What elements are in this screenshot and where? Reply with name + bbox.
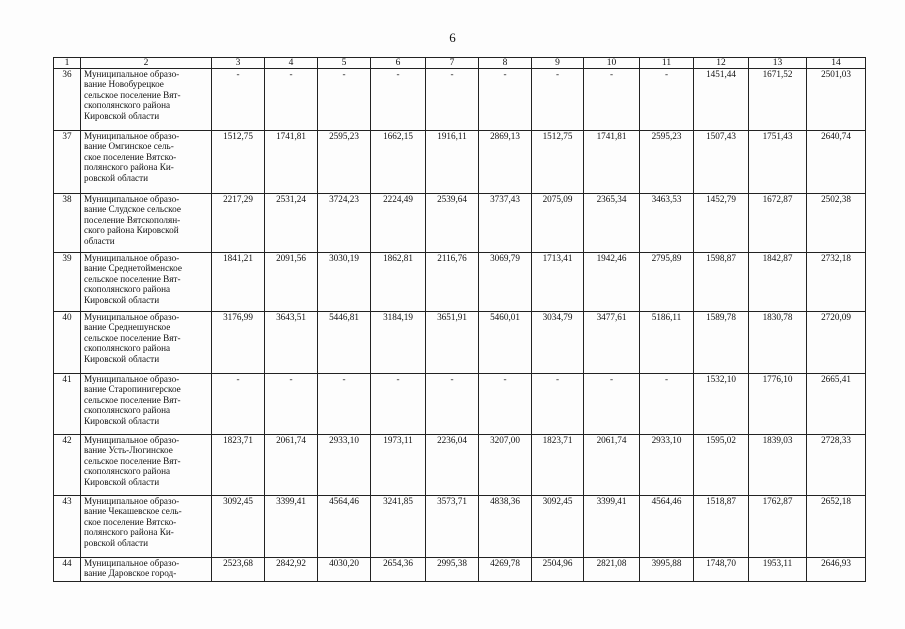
column-header: 1 xyxy=(54,58,81,69)
municipality-name xyxy=(81,558,212,582)
value-cell: 2501,03 xyxy=(807,69,866,131)
name-line: Кировской области xyxy=(84,353,160,364)
name-line: скополянского района xyxy=(84,466,171,477)
municipality-name xyxy=(81,435,212,496)
name-line: Кировской области xyxy=(84,476,160,487)
value-cell: 1741,81 xyxy=(584,131,640,194)
value-cell: 2539,64 xyxy=(426,194,479,253)
column-header: 2 xyxy=(81,58,212,69)
column-header: 11 xyxy=(640,58,694,69)
value-cell: 1830,78 xyxy=(749,312,807,374)
value-cell: 1672,87 xyxy=(749,194,807,253)
value-cell: - xyxy=(640,69,694,131)
value-cell: 2665,41 xyxy=(807,374,866,435)
value-cell: 2732,18 xyxy=(807,253,866,312)
column-header: 5 xyxy=(318,58,371,69)
value-cell: - xyxy=(371,374,426,435)
value-cell: 1713,41 xyxy=(532,253,584,312)
value-cell: - xyxy=(479,69,532,131)
value-cell: 5186,11 xyxy=(640,312,694,374)
column-header: 6 xyxy=(371,58,426,69)
name-line: ровской области xyxy=(84,172,149,183)
value-cell: 1751,43 xyxy=(749,131,807,194)
value-cell: - xyxy=(265,374,318,435)
value-cell: - xyxy=(584,374,640,435)
value-cell: 2595,23 xyxy=(640,131,694,194)
value-cell: - xyxy=(371,69,426,131)
value-cell: - xyxy=(584,69,640,131)
value-cell: 3069,79 xyxy=(479,253,532,312)
name-line: сельское поселение Вят- xyxy=(84,394,181,405)
name-line: Муниципальное образо- xyxy=(84,69,180,79)
table-row xyxy=(54,435,866,496)
value-cell: 3030,19 xyxy=(318,253,371,312)
name-line: скополянского района xyxy=(84,100,171,111)
name-line: ское поселение Вятско- xyxy=(84,516,177,527)
value-cell: 2523,68 xyxy=(212,558,265,582)
value-cell: 1518,87 xyxy=(694,496,749,558)
row-number: 43 xyxy=(54,496,81,558)
value-cell: 1595,02 xyxy=(694,435,749,496)
value-cell: 1452,79 xyxy=(694,194,749,253)
value-cell: 3184,19 xyxy=(371,312,426,374)
value-cell: 1512,75 xyxy=(212,131,265,194)
value-cell: 3207,00 xyxy=(479,435,532,496)
name-line: Муниципальное образо- xyxy=(84,435,180,445)
value-cell: 2224,49 xyxy=(371,194,426,253)
value-cell: 2116,76 xyxy=(426,253,479,312)
value-cell: 2217,29 xyxy=(212,194,265,253)
name-line: скополянского района xyxy=(84,405,171,416)
column-header: 13 xyxy=(749,58,807,69)
value-cell: 2061,74 xyxy=(265,435,318,496)
value-cell: 5446,81 xyxy=(318,312,371,374)
name-line: вание Среднетойменское xyxy=(84,263,182,274)
column-header: 12 xyxy=(694,58,749,69)
table-row xyxy=(54,194,866,253)
value-cell: 2091,56 xyxy=(265,253,318,312)
value-cell: 5460,01 xyxy=(479,312,532,374)
column-header: 8 xyxy=(479,58,532,69)
value-cell: 1839,03 xyxy=(749,435,807,496)
value-cell: 2933,10 xyxy=(640,435,694,496)
value-cell: 1973,11 xyxy=(371,435,426,496)
header-row xyxy=(54,58,866,69)
value-cell: 1507,43 xyxy=(694,131,749,194)
value-cell: - xyxy=(426,374,479,435)
table-row xyxy=(54,558,866,582)
value-cell: 3034,79 xyxy=(532,312,584,374)
value-cell: 1532,10 xyxy=(694,374,749,435)
value-cell: 3092,45 xyxy=(212,496,265,558)
value-cell: 3995,88 xyxy=(640,558,694,582)
value-cell: 1762,87 xyxy=(749,496,807,558)
value-cell: 2646,93 xyxy=(807,558,866,582)
name-line: вание Слудское сельское xyxy=(84,204,181,215)
value-cell: 1953,11 xyxy=(749,558,807,582)
value-cell: 2933,10 xyxy=(318,435,371,496)
value-cell: 3399,41 xyxy=(584,496,640,558)
value-cell: 3737,43 xyxy=(479,194,532,253)
name-line: Кировской области xyxy=(84,415,160,426)
table-row xyxy=(54,496,866,558)
name-line: Кировской области xyxy=(84,110,160,121)
name-line: Муниципальное образо- xyxy=(84,312,180,322)
column-header: 9 xyxy=(532,58,584,69)
name-line: ского района Кировской xyxy=(84,225,179,236)
value-cell: 1662,15 xyxy=(371,131,426,194)
name-line: сельское поселение Вят- xyxy=(84,89,181,100)
name-line: скополянского района xyxy=(84,284,171,295)
name-line: скополянского района xyxy=(84,343,171,354)
value-cell: 4564,46 xyxy=(640,496,694,558)
value-cell: 1823,71 xyxy=(532,435,584,496)
value-cell: 2061,74 xyxy=(584,435,640,496)
value-cell: 4269,78 xyxy=(479,558,532,582)
row-number: 40 xyxy=(54,312,81,374)
value-cell: 2995,38 xyxy=(426,558,479,582)
value-cell: 4030,20 xyxy=(318,558,371,582)
value-cell: 1776,10 xyxy=(749,374,807,435)
value-cell: - xyxy=(479,374,532,435)
value-cell: 3092,45 xyxy=(532,496,584,558)
value-cell: 4838,36 xyxy=(479,496,532,558)
value-cell: 2365,34 xyxy=(584,194,640,253)
value-cell: 1512,75 xyxy=(532,131,584,194)
name-line: Кировской области xyxy=(84,294,160,305)
value-cell: 1598,87 xyxy=(694,253,749,312)
value-cell: 3463,53 xyxy=(640,194,694,253)
value-cell: - xyxy=(212,69,265,131)
value-cell: 1916,11 xyxy=(426,131,479,194)
name-line: вание Среднешунское xyxy=(84,322,171,333)
value-cell: 1451,44 xyxy=(694,69,749,131)
value-cell: 2720,09 xyxy=(807,312,866,374)
name-line: сельское поселение Вят- xyxy=(84,332,181,343)
value-cell: 2869,13 xyxy=(479,131,532,194)
name-line: вание Омгинское сель- xyxy=(84,141,174,152)
table-row xyxy=(54,131,866,194)
value-cell: - xyxy=(318,69,371,131)
value-cell: - xyxy=(318,374,371,435)
name-line: вание Старопинигерское xyxy=(84,384,181,395)
value-cell: 2075,09 xyxy=(532,194,584,253)
name-line: поселение Вятскополян- xyxy=(84,214,181,225)
name-line: Муниципальное образо- xyxy=(84,253,180,263)
table-row xyxy=(54,69,866,131)
column-header: 3 xyxy=(212,58,265,69)
value-cell: 1741,81 xyxy=(265,131,318,194)
value-cell: - xyxy=(212,374,265,435)
municipality-name xyxy=(81,374,212,435)
row-number: 37 xyxy=(54,131,81,194)
value-cell: 1842,87 xyxy=(749,253,807,312)
row-number: 41 xyxy=(54,374,81,435)
column-header: 10 xyxy=(584,58,640,69)
municipality-name xyxy=(81,194,212,253)
name-line: Муниципальное образо- xyxy=(84,558,180,568)
value-cell: 1823,71 xyxy=(212,435,265,496)
table-row xyxy=(54,253,866,312)
municipality-name xyxy=(81,496,212,558)
name-line: вание Усть-Люгинское xyxy=(84,445,173,456)
name-line: Муниципальное образо- xyxy=(84,131,180,141)
value-cell: 3176,99 xyxy=(212,312,265,374)
value-cell: 4564,46 xyxy=(318,496,371,558)
tariff-table xyxy=(53,57,866,582)
value-cell: 3241,85 xyxy=(371,496,426,558)
value-cell: 2531,24 xyxy=(265,194,318,253)
value-cell: 3399,41 xyxy=(265,496,318,558)
municipality-name xyxy=(81,312,212,374)
table-row xyxy=(54,374,866,435)
value-cell: 2842,92 xyxy=(265,558,318,582)
value-cell: 1942,46 xyxy=(584,253,640,312)
name-line: полянского района Ки- xyxy=(84,527,174,538)
value-cell: 2640,74 xyxy=(807,131,866,194)
value-cell: 2654,36 xyxy=(371,558,426,582)
value-cell: - xyxy=(532,69,584,131)
column-header: 14 xyxy=(807,58,866,69)
row-number: 42 xyxy=(54,435,81,496)
municipality-name xyxy=(81,253,212,312)
value-cell: - xyxy=(532,374,584,435)
value-cell: 3477,61 xyxy=(584,312,640,374)
value-cell: 3724,23 xyxy=(318,194,371,253)
name-line: Муниципальное образо- xyxy=(84,374,180,384)
table-body xyxy=(54,69,866,582)
value-cell: 1841,21 xyxy=(212,253,265,312)
name-line: ское поселение Вятско- xyxy=(84,151,177,162)
name-line: сельское поселение Вят- xyxy=(84,455,181,466)
value-cell: 1589,78 xyxy=(694,312,749,374)
value-cell: 2821,08 xyxy=(584,558,640,582)
value-cell: 2595,23 xyxy=(318,131,371,194)
page-number: 6 xyxy=(449,30,456,45)
value-cell: 2502,38 xyxy=(807,194,866,253)
value-cell: 2728,33 xyxy=(807,435,866,496)
value-cell: 2504,96 xyxy=(532,558,584,582)
value-cell: 3651,91 xyxy=(426,312,479,374)
municipality-name xyxy=(81,131,212,194)
column-header: 4 xyxy=(265,58,318,69)
row-number: 44 xyxy=(54,558,81,582)
row-number: 36 xyxy=(54,69,81,131)
value-cell: - xyxy=(640,374,694,435)
name-line: вание Новобурецкое xyxy=(84,79,164,90)
row-number: 38 xyxy=(54,194,81,253)
name-line: сельское поселение Вят- xyxy=(84,273,181,284)
value-cell: 1671,52 xyxy=(749,69,807,131)
municipality-name xyxy=(81,69,212,131)
name-line: вание Чекашевское сель- xyxy=(84,506,182,517)
row-number: 39 xyxy=(54,253,81,312)
value-cell: 1748,70 xyxy=(694,558,749,582)
value-cell: - xyxy=(265,69,318,131)
column-header: 7 xyxy=(426,58,479,69)
name-line: Муниципальное образо- xyxy=(84,194,180,204)
value-cell: 3643,51 xyxy=(265,312,318,374)
value-cell: 3573,71 xyxy=(426,496,479,558)
name-line: области xyxy=(84,235,115,246)
value-cell: 1862,81 xyxy=(371,253,426,312)
value-cell: 2795,89 xyxy=(640,253,694,312)
name-line: полянского района Ки- xyxy=(84,162,174,173)
value-cell: - xyxy=(426,69,479,131)
name-line: ровской области xyxy=(84,537,149,548)
name-line: Муниципальное образо- xyxy=(84,496,180,506)
name-line: вание Даровское город- xyxy=(84,568,177,579)
table-row xyxy=(54,312,866,374)
value-cell: 2652,18 xyxy=(807,496,866,558)
value-cell: 2236,04 xyxy=(426,435,479,496)
